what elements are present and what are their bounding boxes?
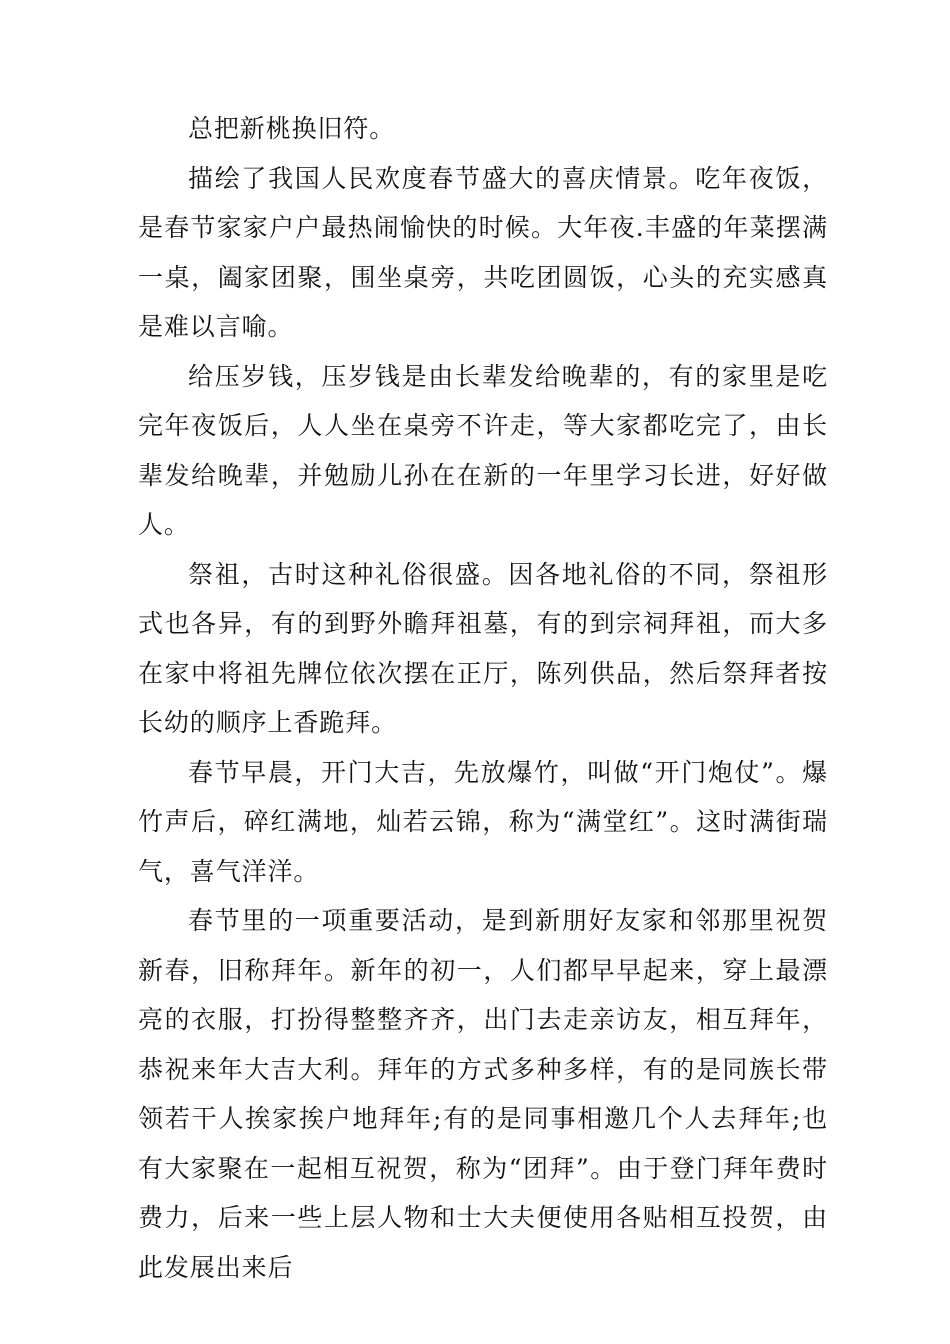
paragraph-2: 描绘了我国人民欢度春节盛大的喜庆情景。吃年夜饭，是春节家家户户最热闹愉快的时候。大年夜.丰盛的年菜摆满一桌，阖家团聚，围坐桌旁，共吃团圆饭，心头的充实感真是难以言喻。	[138, 163, 828, 341]
paragraph-1: 总把新桃换旧符。	[188, 114, 396, 143]
paragraph-5: 春节早晨，开门大吉，先放爆竹，叫做“开门炮仗”。爆竹声后，碎红满地，灿若云锦，称为“满堂红”。这时满街瑞气，喜气洋洋。	[138, 757, 828, 886]
document-body	[138, 104, 828, 1292]
paragraph-6: 春节里的一项重要活动，是到新朋好友家和邻那里祝贺新春，旧称拜年。新年的初一，人们都早早起来，穿上最漂亮的衣服，打扮得整整齐齐，出门去走亲访友，相互拜年，恭祝来年大吉大利。拜年的方式多种多样，有的是同族长带领若干人挨家挨户地拜年;有的是同事相邀几个人去拜年;也有大家聚在一起相互祝贺，称为“团拜”。由于登门拜年费时费力，后来一些上层人物和士大夫便使用各贴相互投贺，由此发展出来后	[138, 906, 828, 1282]
paragraph-4: 祭祖，古时这种礼俗很盛。因各地礼俗的不同，祭祖形式也各异，有的到野外瞻拜祖墓，有的到宗祠拜祖，而大多在家中将祖先牌位依次摆在正厅，陈列供品，然后祭拜者按长幼的顺序上香跪拜。	[138, 559, 828, 737]
paragraph-3: 给压岁钱，压岁钱是由长辈发给晚辈的，有的家里是吃完年夜饭后，人人坐在桌旁不许走，等大家都吃完了，由长辈发给晚辈，并勉励儿孙在在新的一年里学习长进，好好做人。	[138, 361, 828, 539]
